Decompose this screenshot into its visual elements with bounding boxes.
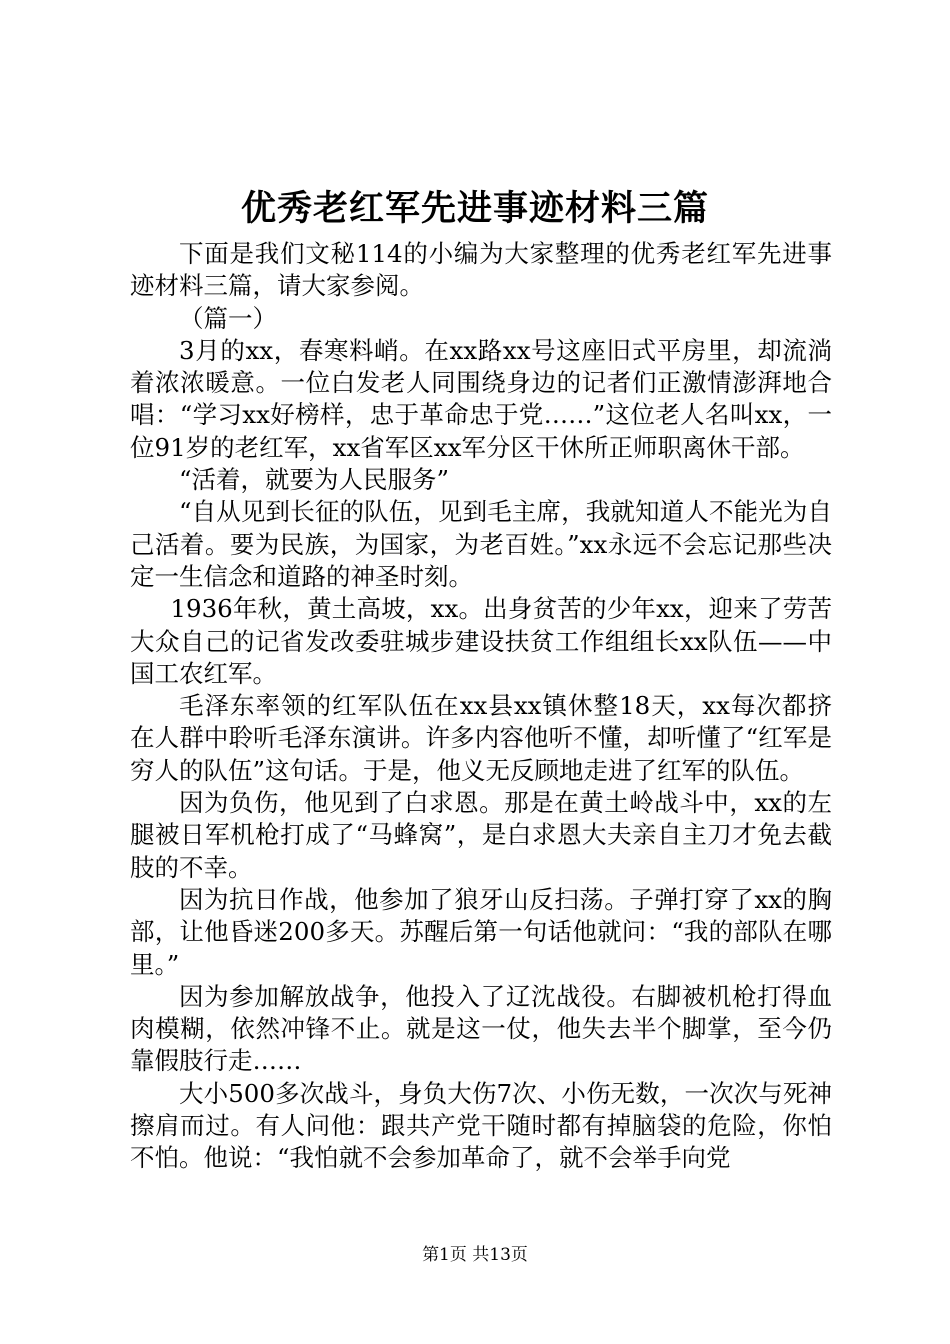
page-number: 第1页 共13页 (422, 1245, 528, 1265)
paragraph: 因为抗日作战，他参加了狼牙山反扫荡。子弹打穿了xx的胸部，让他昏迷200多天。苏醒后第一句话他就问：“我的部队在哪里。” (130, 884, 832, 979)
document-title: 优秀老红军先进事迹材料三篇 (240, 188, 709, 229)
paragraph: “自从见到长征的队伍，见到毛主席，我就知道人不能光为自己活着。要为民族，为国家，为老百姓。”xx永远不会忘记那些决定一生信念和道路的神圣时刻。 (130, 497, 832, 591)
paragraph-intro: 下面是我们文秘114的小编为大家整理的优秀老红军先进事迹材料三篇，请大家参阅。 (130, 239, 832, 301)
paragraph-section-heading: （篇一） (179, 303, 277, 333)
paragraph: 因为参加解放战争，他投入了辽沈战役。右脚被机枪打得血肉模糊，依然冲锋不止。就是这一仗，他失去半个脚掌，至今仍靠假肢行走…… (130, 981, 832, 1076)
paragraph: 3月的xx，春寒料峭。在xx路xx号这座旧式平房里，却流淌着浓浓暖意。一位白发老人同围绕身边的记者们正激情澎湃地合唱：“学习xx好榜样，忠于革命忠于党……”这位老人名叫xx，一位91岁的老红军，xx省军区xx军分区干休所正师职离休干部。 (130, 335, 832, 462)
document-body (130, 238, 832, 1175)
paragraph: 大小500多次战斗，身负大伤7次、小伤无数，一次次与死神擦肩而过。有人问他：跟共产党干随时都有掉脑袋的危险，你怕不怕。他说：“我怕就不会参加革命了，就不会举手向党 (130, 1078, 832, 1173)
paragraph: 毛泽东率领的红军队伍在xx县xx镇休整18天，xx每次都挤在人群中聆听毛泽东演讲。许多内容他听不懂，却听懂了“红军是穷人的队伍”这句话。于是，他义无反顾地走进了红军的队伍。 (130, 691, 832, 785)
paragraph: 1936年秋，黄土高坡，xx。出身贫苦的少年xx，迎来了劳苦大众自己的记省发改委驻城步建设扶贫工作组组长xx队伍——中国工农红军。 (130, 594, 832, 688)
paragraph-subheading: “活着，就要为人民服务” (179, 465, 450, 495)
paragraph: 因为负伤，他见到了白求恩。那是在黄土岭战斗中，xx的左腿被日军机枪打成了“马蜂窝”，是白求恩大夫亲自主刀才免去截肢的不幸。 (130, 788, 832, 882)
